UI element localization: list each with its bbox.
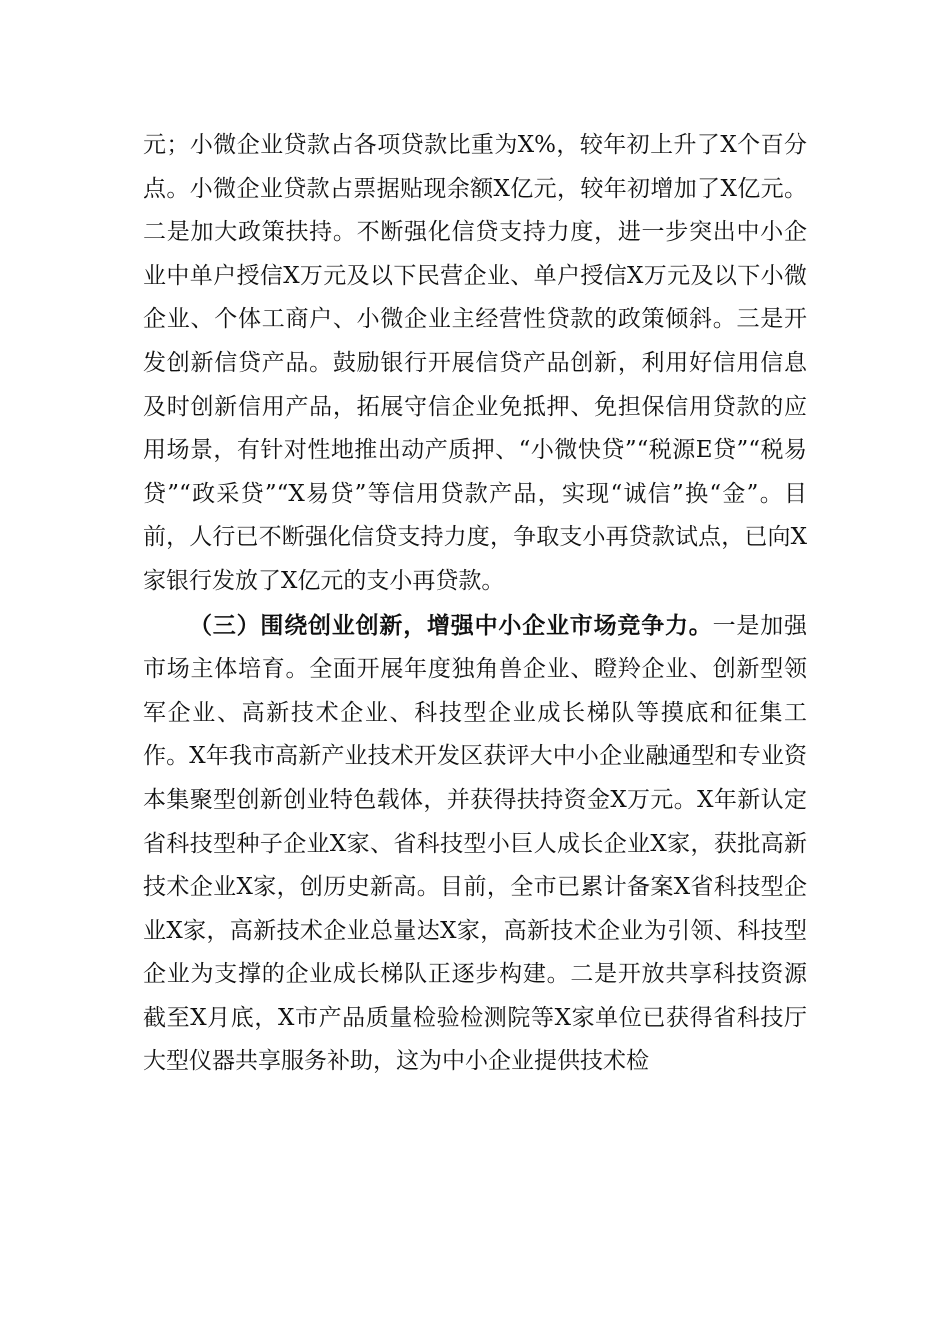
document-body <box>143 124 807 1084</box>
section-body: 一是加强市场主体培育。全面开展年度独角兽企业、瞪羚企业、创新型领军企业、高新技术企业、科技型企业成长梯队等摸底和征集工作。X年我市高新产业技术开发区获评大中小企业融通型和专业资本集聚型创新创业特色载体，并获得扶持资金X万元。X年新认定省科技型种子企业X家、省科技型小巨人成长企业X家，获批高新技术企业X家，创历史新高。目前，全市已累计备案X省科技型企业X家，高新技术企业总量达X家，高新技术企业为引领、科技型企业为支撑的企业成长梯队正逐步构建。二是开放共享科技资源截至X月底，X市产品质量检验检测院等X家单位已获得省科技厅大型仪器共享服务补助，这为中小企业提供技术检 <box>143 612 808 1075</box>
section-heading: （三）围绕创业创新，增强中小企业市场竞争力。 <box>189 611 713 639</box>
paragraph-section-three <box>143 604 807 1085</box>
paragraph-continued: 元；小微企业贷款占各项贷款比重为X%，较年初上升了X个百分点。小微企业贷款占票据贴现余额X亿元，较年初增加了X亿元。二是加大政策扶持。不断强化信贷支持力度，进一步突出中小企业中单户授信X万元及以下民营企业、单户授信X万元及以下小微企业、个体工商户、小微企业主经营性贷款的政策倾斜。三是开发创新信贷产品。鼓励银行开展信贷产品创新，利用好信用信息及时创新信用产品，拓展守信企业免抵押、免担保信用贷款的应用场景，有针对性地推出动产质押、“小微快贷”“税源E贷”“税易贷”“政采贷”“X易贷”等信用贷款产品，实现“诚信”换“金”。目前，人行已不断强化信贷支持力度，争取支小再贷款试点，已向X家银行发放了X亿元的支小再贷款。 <box>143 132 807 594</box>
